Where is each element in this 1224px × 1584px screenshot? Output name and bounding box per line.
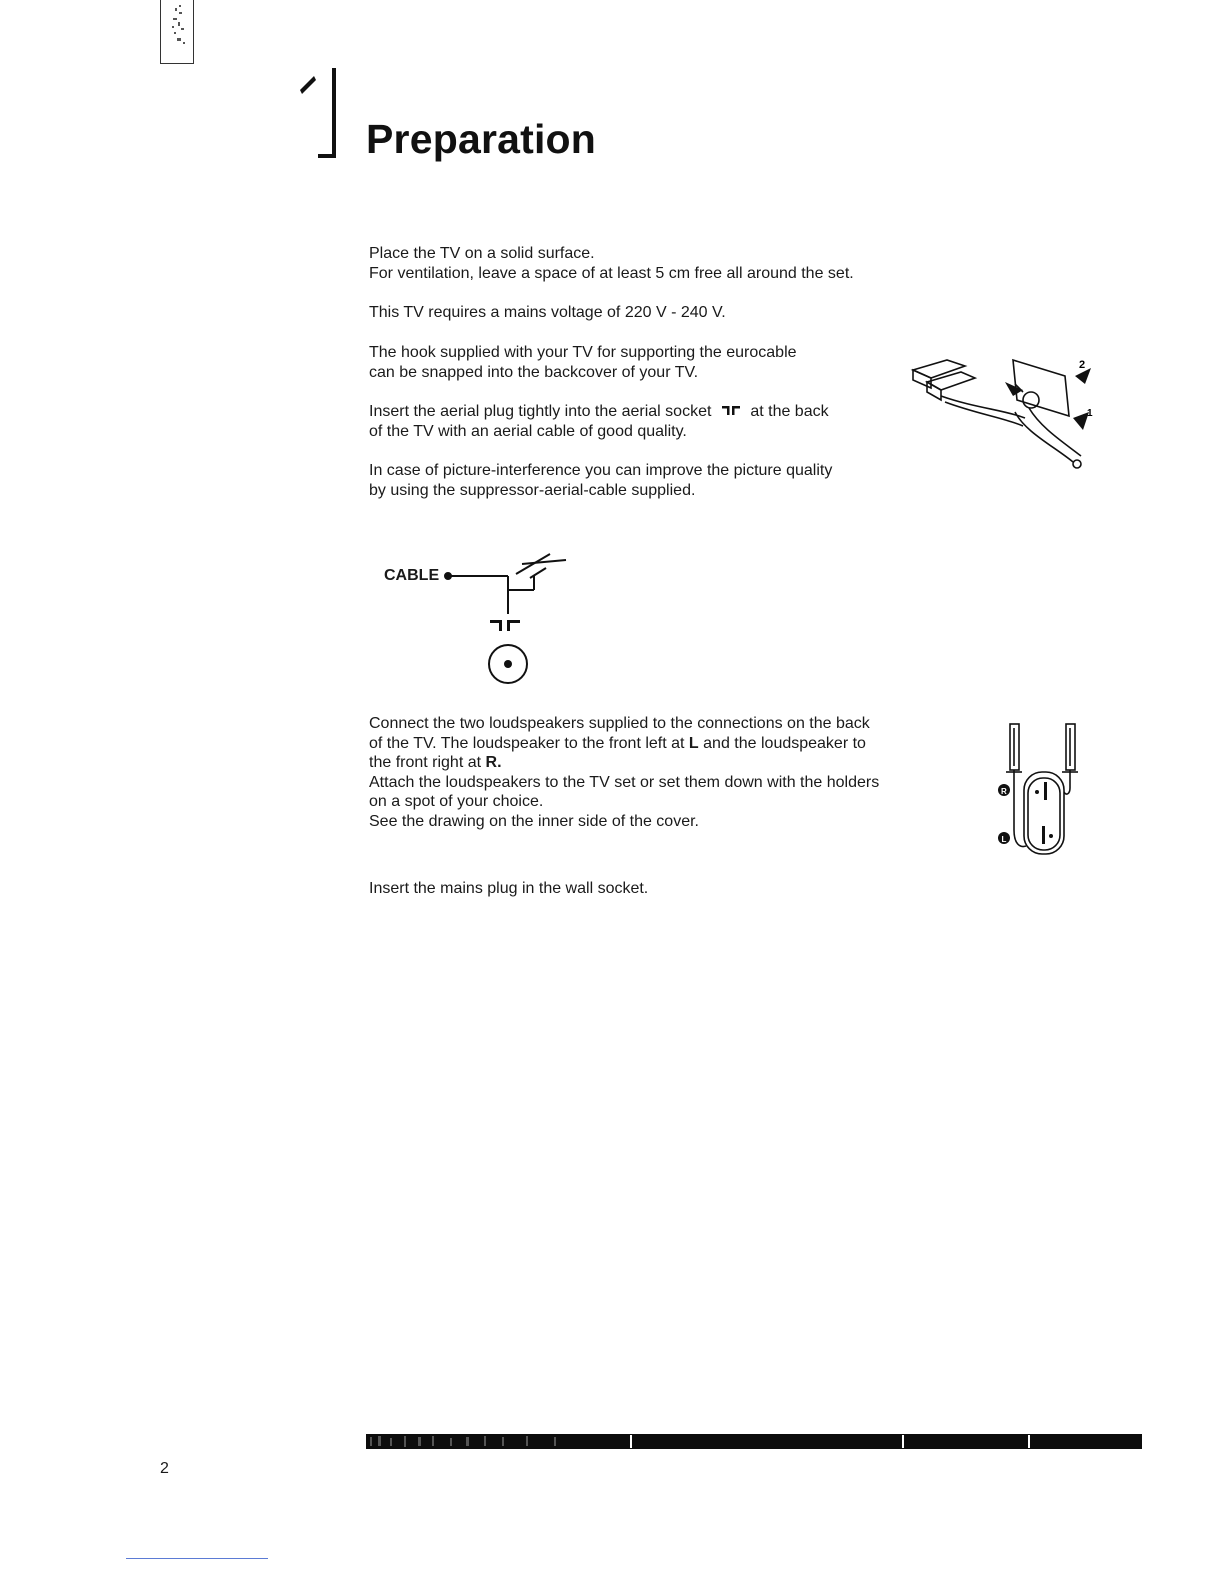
chapter-number-icon	[296, 66, 344, 162]
text-line: In case of picture-interference you can improve the picture quality	[369, 462, 833, 479]
text-segment: of the TV. The loudspeaker to the front left at	[369, 734, 685, 752]
left-speaker-badge: L	[1001, 835, 1007, 844]
text-line: on a spot of your choice.	[369, 793, 544, 811]
scan-noise-graphic	[161, 0, 193, 62]
hook-step-2-label: 2	[1079, 359, 1086, 371]
aerial-socket-icon	[720, 404, 742, 416]
text-line: See the drawing on the inner side of the cover.	[369, 812, 699, 830]
paragraph-mains-plug: Insert the mains plug in the wall socket.	[369, 880, 649, 897]
page-title: Preparation	[366, 116, 597, 162]
footer-bar-texture	[366, 1434, 1142, 1449]
scan-margin-mark	[160, 0, 194, 64]
aerial-connection-diagram	[438, 550, 578, 690]
text-line: Attach the loudspeakers to the TV set or set them down with the holders	[369, 773, 880, 791]
text-line	[369, 734, 879, 754]
right-speaker-mark: R.	[485, 754, 502, 772]
paragraph-aerial	[369, 402, 829, 441]
footer-bar	[366, 1434, 1142, 1449]
paragraph-placement	[369, 244, 854, 283]
text-segment: Insert the aerial plug tightly into the aerial socket	[369, 403, 712, 420]
text-line	[369, 402, 829, 422]
paragraph-hook	[369, 343, 797, 382]
text-line: Connect the two loudspeakers supplied to the connections on the back	[369, 715, 870, 732]
hook-step-1-label: 1	[1087, 408, 1093, 419]
text-line: can be snapped into the backcover of your TV.	[369, 363, 699, 381]
paragraph-voltage: This TV requires a mains voltage of 220 V - 240 V.	[369, 304, 726, 321]
loudspeaker-connector-illustration	[992, 718, 1092, 858]
text-line: of the TV with an aerial cable of good quality.	[369, 422, 687, 440]
left-speaker-mark: L	[688, 734, 699, 752]
paragraph-loudspeakers	[369, 714, 879, 832]
cable-label: CABLE	[384, 567, 440, 584]
page-number: 2	[160, 1460, 169, 1477]
eurocable-hook-illustration	[905, 352, 1095, 478]
right-speaker-badge: R	[1001, 787, 1007, 796]
text-segment: the front right at	[369, 754, 482, 772]
text-segment: and the loudspeaker to	[703, 734, 866, 752]
text-line: For ventilation, leave a space of at least 5 cm free all around the set.	[369, 264, 854, 282]
bottom-margin-rule	[126, 1558, 268, 1559]
text-line	[369, 753, 879, 773]
text-line: The hook supplied with your TV for supporting the eurocable	[369, 344, 797, 361]
text-line: Place the TV on a solid surface.	[369, 245, 595, 262]
text-segment: at the back	[750, 403, 829, 420]
paragraph-interference	[369, 461, 832, 500]
text-line: by using the suppressor-aerial-cable supplied.	[369, 481, 696, 499]
